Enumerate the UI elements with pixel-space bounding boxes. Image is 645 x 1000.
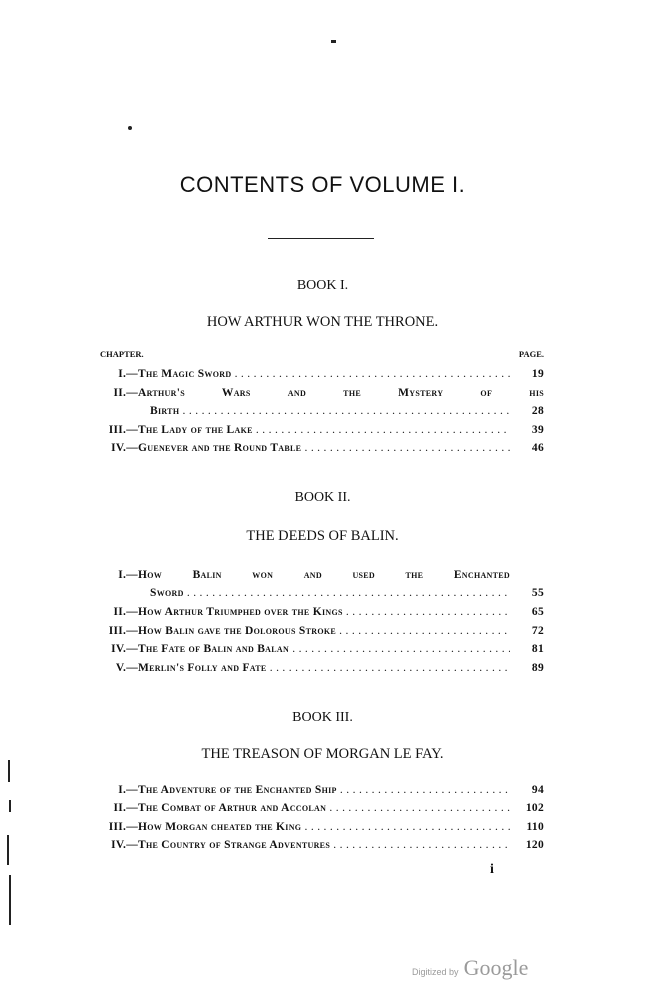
watermark-prefix: Digitized by	[412, 967, 459, 977]
chapter-title: Sword . . .	[150, 587, 510, 599]
chapter-number: I.—	[118, 368, 138, 380]
chapter-number: III.—	[108, 424, 138, 436]
chapter-title: How Balin won and used the Enchanted	[138, 569, 510, 581]
book-heading: BOOK II.	[294, 490, 351, 505]
page-number: 102	[525, 802, 544, 814]
page-number: 110	[526, 821, 544, 833]
chapter-title: How Arthur Triumphed over the Kings . . .	[138, 606, 510, 618]
chapter-title: The Magic Sword . . .	[138, 368, 510, 380]
folio-number: i	[490, 862, 494, 877]
chapter-number: I.—	[118, 784, 138, 796]
chapter-number: I.—	[118, 569, 138, 581]
toc-entry[interactable]	[100, 424, 544, 444]
toc-entry[interactable]	[100, 387, 544, 407]
chapter-number: V.—	[115, 662, 138, 674]
page-title: CONTENTS OF VOLUME I.	[179, 172, 466, 197]
page-number: 65	[531, 606, 544, 618]
chapter-column-header: CHAPTER.	[100, 349, 144, 359]
chapter-number: III.—	[108, 821, 138, 833]
google-watermark	[412, 955, 528, 981]
toc-entry[interactable]	[100, 802, 544, 822]
chapter-number: II.—	[113, 387, 138, 399]
chapter-title: How Morgan cheated the King . . .	[138, 821, 510, 833]
chapter-number: IV.—	[111, 643, 138, 655]
toc-entry[interactable]	[100, 606, 544, 626]
chapter-title: Merlin's Folly and Fate . . .	[138, 662, 510, 674]
page-number: 120	[525, 839, 544, 851]
scan-speck	[128, 126, 132, 130]
chapter-title: The Adventure of the Enchanted Ship . . .	[138, 784, 510, 796]
scan-margin-mark	[7, 835, 9, 865]
page-number: 72	[531, 625, 544, 637]
scan-margin-mark	[9, 875, 11, 925]
chapter-title: The Combat of Arthur and Accolan . . .	[138, 802, 510, 814]
chapter-number: III.—	[108, 625, 138, 637]
toc-entry[interactable]	[100, 643, 544, 663]
book-heading: BOOK III.	[292, 710, 353, 725]
page-number: 28	[531, 405, 544, 417]
title-divider	[268, 238, 374, 239]
toc-entry[interactable]	[100, 368, 544, 388]
toc-entry[interactable]	[100, 821, 544, 841]
toc-entry[interactable]	[100, 569, 544, 589]
chapter-title: How Balin gave the Dolorous Stroke . . .	[138, 625, 510, 637]
chapter-number: IV.—	[111, 839, 138, 851]
toc-entry-continuation[interactable]	[100, 587, 544, 607]
google-logo: Google	[463, 955, 529, 980]
chapter-title: The Lady of the Lake . . .	[138, 424, 510, 436]
chapter-title: The Country of Strange Adventures . . .	[138, 839, 510, 851]
page-number: 81	[531, 643, 544, 655]
scan-margin-mark	[9, 800, 11, 812]
page-number: 39	[531, 424, 544, 436]
toc-entry[interactable]	[100, 839, 544, 859]
page-number: 94	[531, 784, 544, 796]
page-column-header: PAGE.	[518, 349, 544, 359]
toc-entry[interactable]	[100, 625, 544, 645]
toc-entry[interactable]	[100, 784, 544, 804]
chapter-number: II.—	[113, 802, 138, 814]
page-number: 46	[531, 442, 544, 454]
chapter-title: Arthur's Wars and the Mystery of his	[138, 387, 544, 399]
book-subtitle: THE TREASON OF MORGAN LE FAY.	[201, 746, 444, 762]
chapter-title: The Fate of Balin and Balan . . .	[138, 643, 510, 655]
scan-speck	[331, 40, 336, 43]
page-number: 89	[531, 662, 544, 674]
chapter-number: II.—	[113, 606, 138, 618]
book-heading: BOOK I.	[296, 278, 349, 293]
chapter-title: Guenever and the Round Table . . .	[138, 442, 510, 454]
book-subtitle: THE DEEDS OF BALIN.	[246, 528, 399, 544]
page-number: 55	[531, 587, 544, 599]
scan-margin-mark	[8, 760, 10, 782]
book-subtitle: HOW ARTHUR WON THE THRONE.	[206, 314, 439, 330]
toc-entry[interactable]	[100, 442, 544, 462]
toc-entry-continuation[interactable]	[100, 405, 544, 425]
chapter-number: IV.—	[111, 442, 138, 454]
toc-entry[interactable]	[100, 662, 544, 682]
chapter-title: Birth . . .	[150, 405, 510, 417]
page-number: 19	[531, 368, 544, 380]
